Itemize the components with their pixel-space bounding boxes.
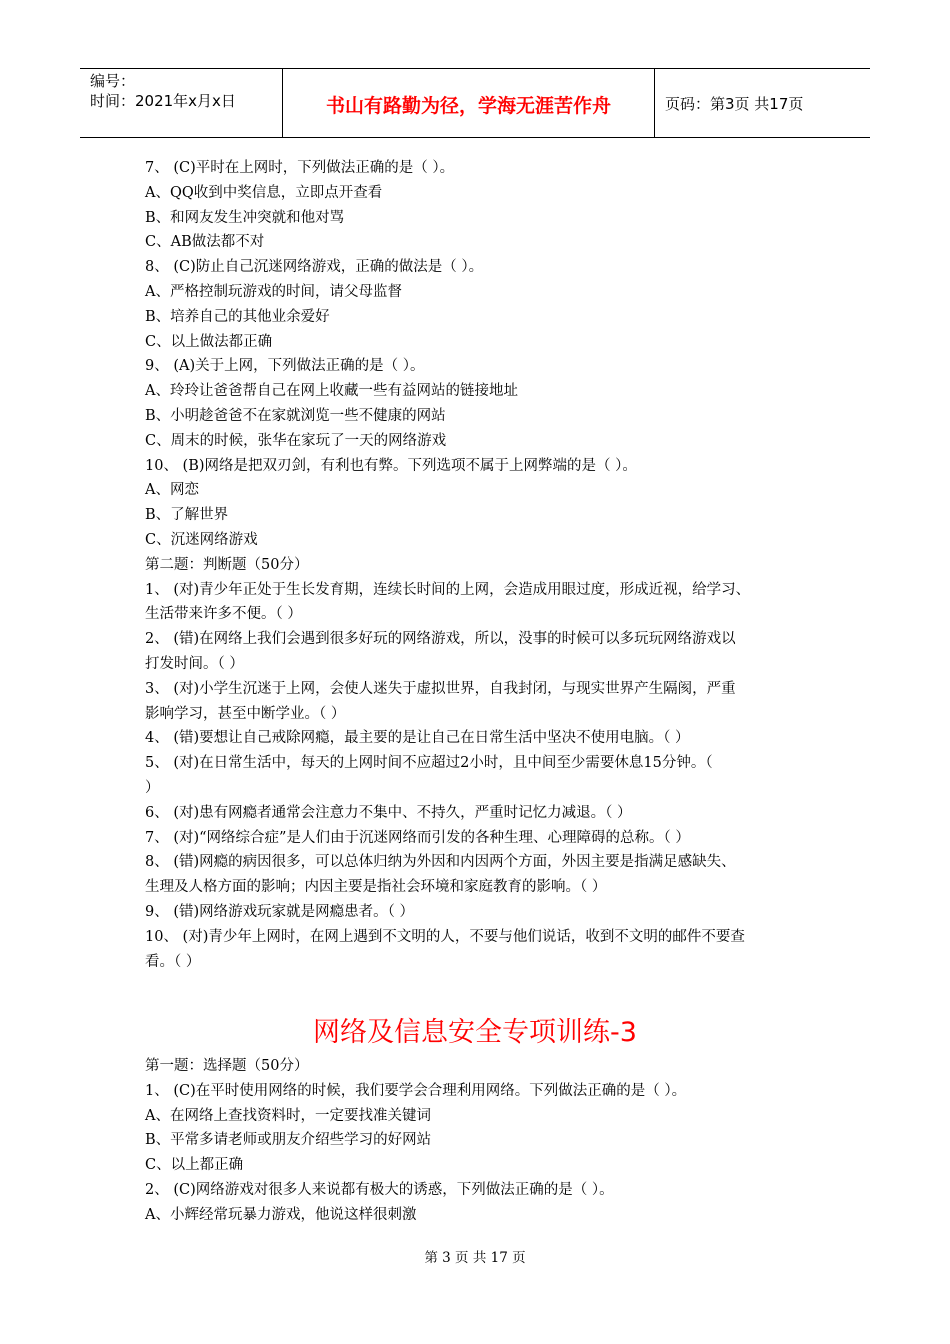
text-line: A、在网络上查找资料时，一定要找准关键词 [145, 1107, 431, 1124]
page-footer: 第 3 页 共 17 页 [424, 1250, 526, 1266]
text-line: 7、 (C)平时在上网时，下列做法正确的是（ ）。 [145, 160, 455, 176]
text-line: A、玲玲让爸爸帮自己在网上收藏一些有益网站的链接地址 [145, 383, 518, 400]
text-line: A、QQ收到中奖信息，立即点开查看 [145, 184, 383, 201]
text-line: 9、 (A)关于上网，下列做法正确的是（ ）。 [145, 358, 425, 375]
text-line: A、严格控制玩游戏的时间，请父母监督 [145, 283, 402, 300]
text-line: 第一题：选择题（50分） [145, 1058, 309, 1074]
text-line: 2、 (C)网络游戏对很多人来说都有极大的诱惑，下列做法正确的是（ ）。 [145, 1181, 614, 1198]
text-line: C、以上做法都正确 [145, 333, 273, 350]
document-number-label: 编号： [90, 72, 136, 90]
header-right-cell [655, 69, 870, 137]
text-line: 10、 (对)青少年上网时，在网上遇到不文明的人，不要与他们说话，收到不文明的邮件不要查 [145, 928, 745, 945]
text-line: 看。（ ） [145, 953, 201, 970]
text-line: 生理及人格方面的影响；内因主要是指社会环境和家庭教育的影响。（ ） [145, 879, 607, 896]
text-line: 8、 (错)网瘾的病因很多，可以总体归纳为外因和内因两个方面，外因主要是指满足感缺失、 [145, 854, 736, 871]
text-line: ） [145, 779, 160, 796]
text-line: A、网恋 [145, 482, 199, 499]
question-body-part2 [145, 1054, 825, 1228]
text-line: 1、 (C)在平时使用网络的时候，我们要学会合理利用网络。下列做法正确的是（ ）。 [145, 1082, 687, 1099]
text-line: 9、 (错)网络游戏玩家就是网瘾患者。（ ） [145, 903, 415, 920]
text-line: 第二题：判断题（50分） [145, 556, 309, 573]
text-line: 4、 (错)要想让自己戒除网瘾，最主要的是让自己在日常生活中坚决不使用电脑。（ ） [145, 730, 690, 747]
text-line: 8、 (C)防止自己沉迷网络游戏，正确的做法是（ ）。 [145, 259, 484, 276]
text-line: 7、 (对)“网络综合症”是人们由于沉迷网络而引发的各种生理、心理障碍的总称。（ ） [145, 829, 690, 846]
header-page-code: 页码：第3页 共17页 [665, 95, 804, 113]
text-line: 生活带来许多不便。（ ） [145, 606, 302, 623]
text-line: C、沉迷网络游戏 [145, 531, 258, 548]
header-middle-cell [282, 69, 655, 137]
text-line: 6、 (对)患有网瘾者通常会注意力不集中、不持久，严重时记忆力减退。（ ） [145, 804, 632, 821]
question-body-part1 [145, 156, 825, 974]
text-line: 影响学习，甚至中断学业。（ ） [145, 705, 346, 722]
text-line: B、了解世界 [145, 507, 229, 524]
header-left-cell [80, 69, 282, 137]
header-slogan: 书山有路勤为径，学海无涯苦作舟 [325, 95, 611, 117]
text-line: 10、 (B)网络是把双刃剑，有利也有弊。下列选项不属于上网弊端的是（ ）。 [145, 457, 637, 474]
text-line: 2、 (错)在网络上我们会遇到很多好玩的网络游戏，所以，没事的时候可以多玩玩网络游戏以 [145, 631, 736, 648]
text-line: C、以上都正确 [145, 1157, 244, 1174]
text-line: B、培养自己的其他业余爱好 [145, 308, 330, 325]
header-table [80, 68, 870, 138]
text-line: A、小辉经常玩暴力游戏，他说这样很刺激 [145, 1206, 417, 1223]
text-line: 1、 (对)青少年正处于生长发育期，连续长时间的上网，会造成用眼过度，形成近视，给学习、 [145, 581, 751, 598]
document-date-label: 时间：2021年x月x日 [90, 92, 236, 110]
text-line: C、周末的时候，张华在家玩了一天的网络游戏 [145, 432, 447, 449]
section-title: 网络及信息安全专项训练-3 [313, 1017, 637, 1048]
text-line: 打发时间。（ ） [145, 655, 244, 672]
text-line: B、和网友发生冲突就和他对骂 [145, 209, 345, 226]
text-line: C、AB做法都不对 [145, 234, 265, 251]
text-line: B、小明趁爸爸不在家就浏览一些不健康的网站 [145, 407, 446, 424]
text-line: B、平常多请老师或朋友介绍些学习的好网站 [145, 1132, 432, 1149]
text-line: 5、 (对)在日常生活中，每天的上网时间不应超过2小时，且中间至少需要休息15分钟。（ [145, 755, 713, 772]
text-line: 3、 (对)小学生沉迷于上网，会使人迷失于虚拟世界，自我封闭，与现实世界产生隔阂，严重 [145, 680, 736, 697]
